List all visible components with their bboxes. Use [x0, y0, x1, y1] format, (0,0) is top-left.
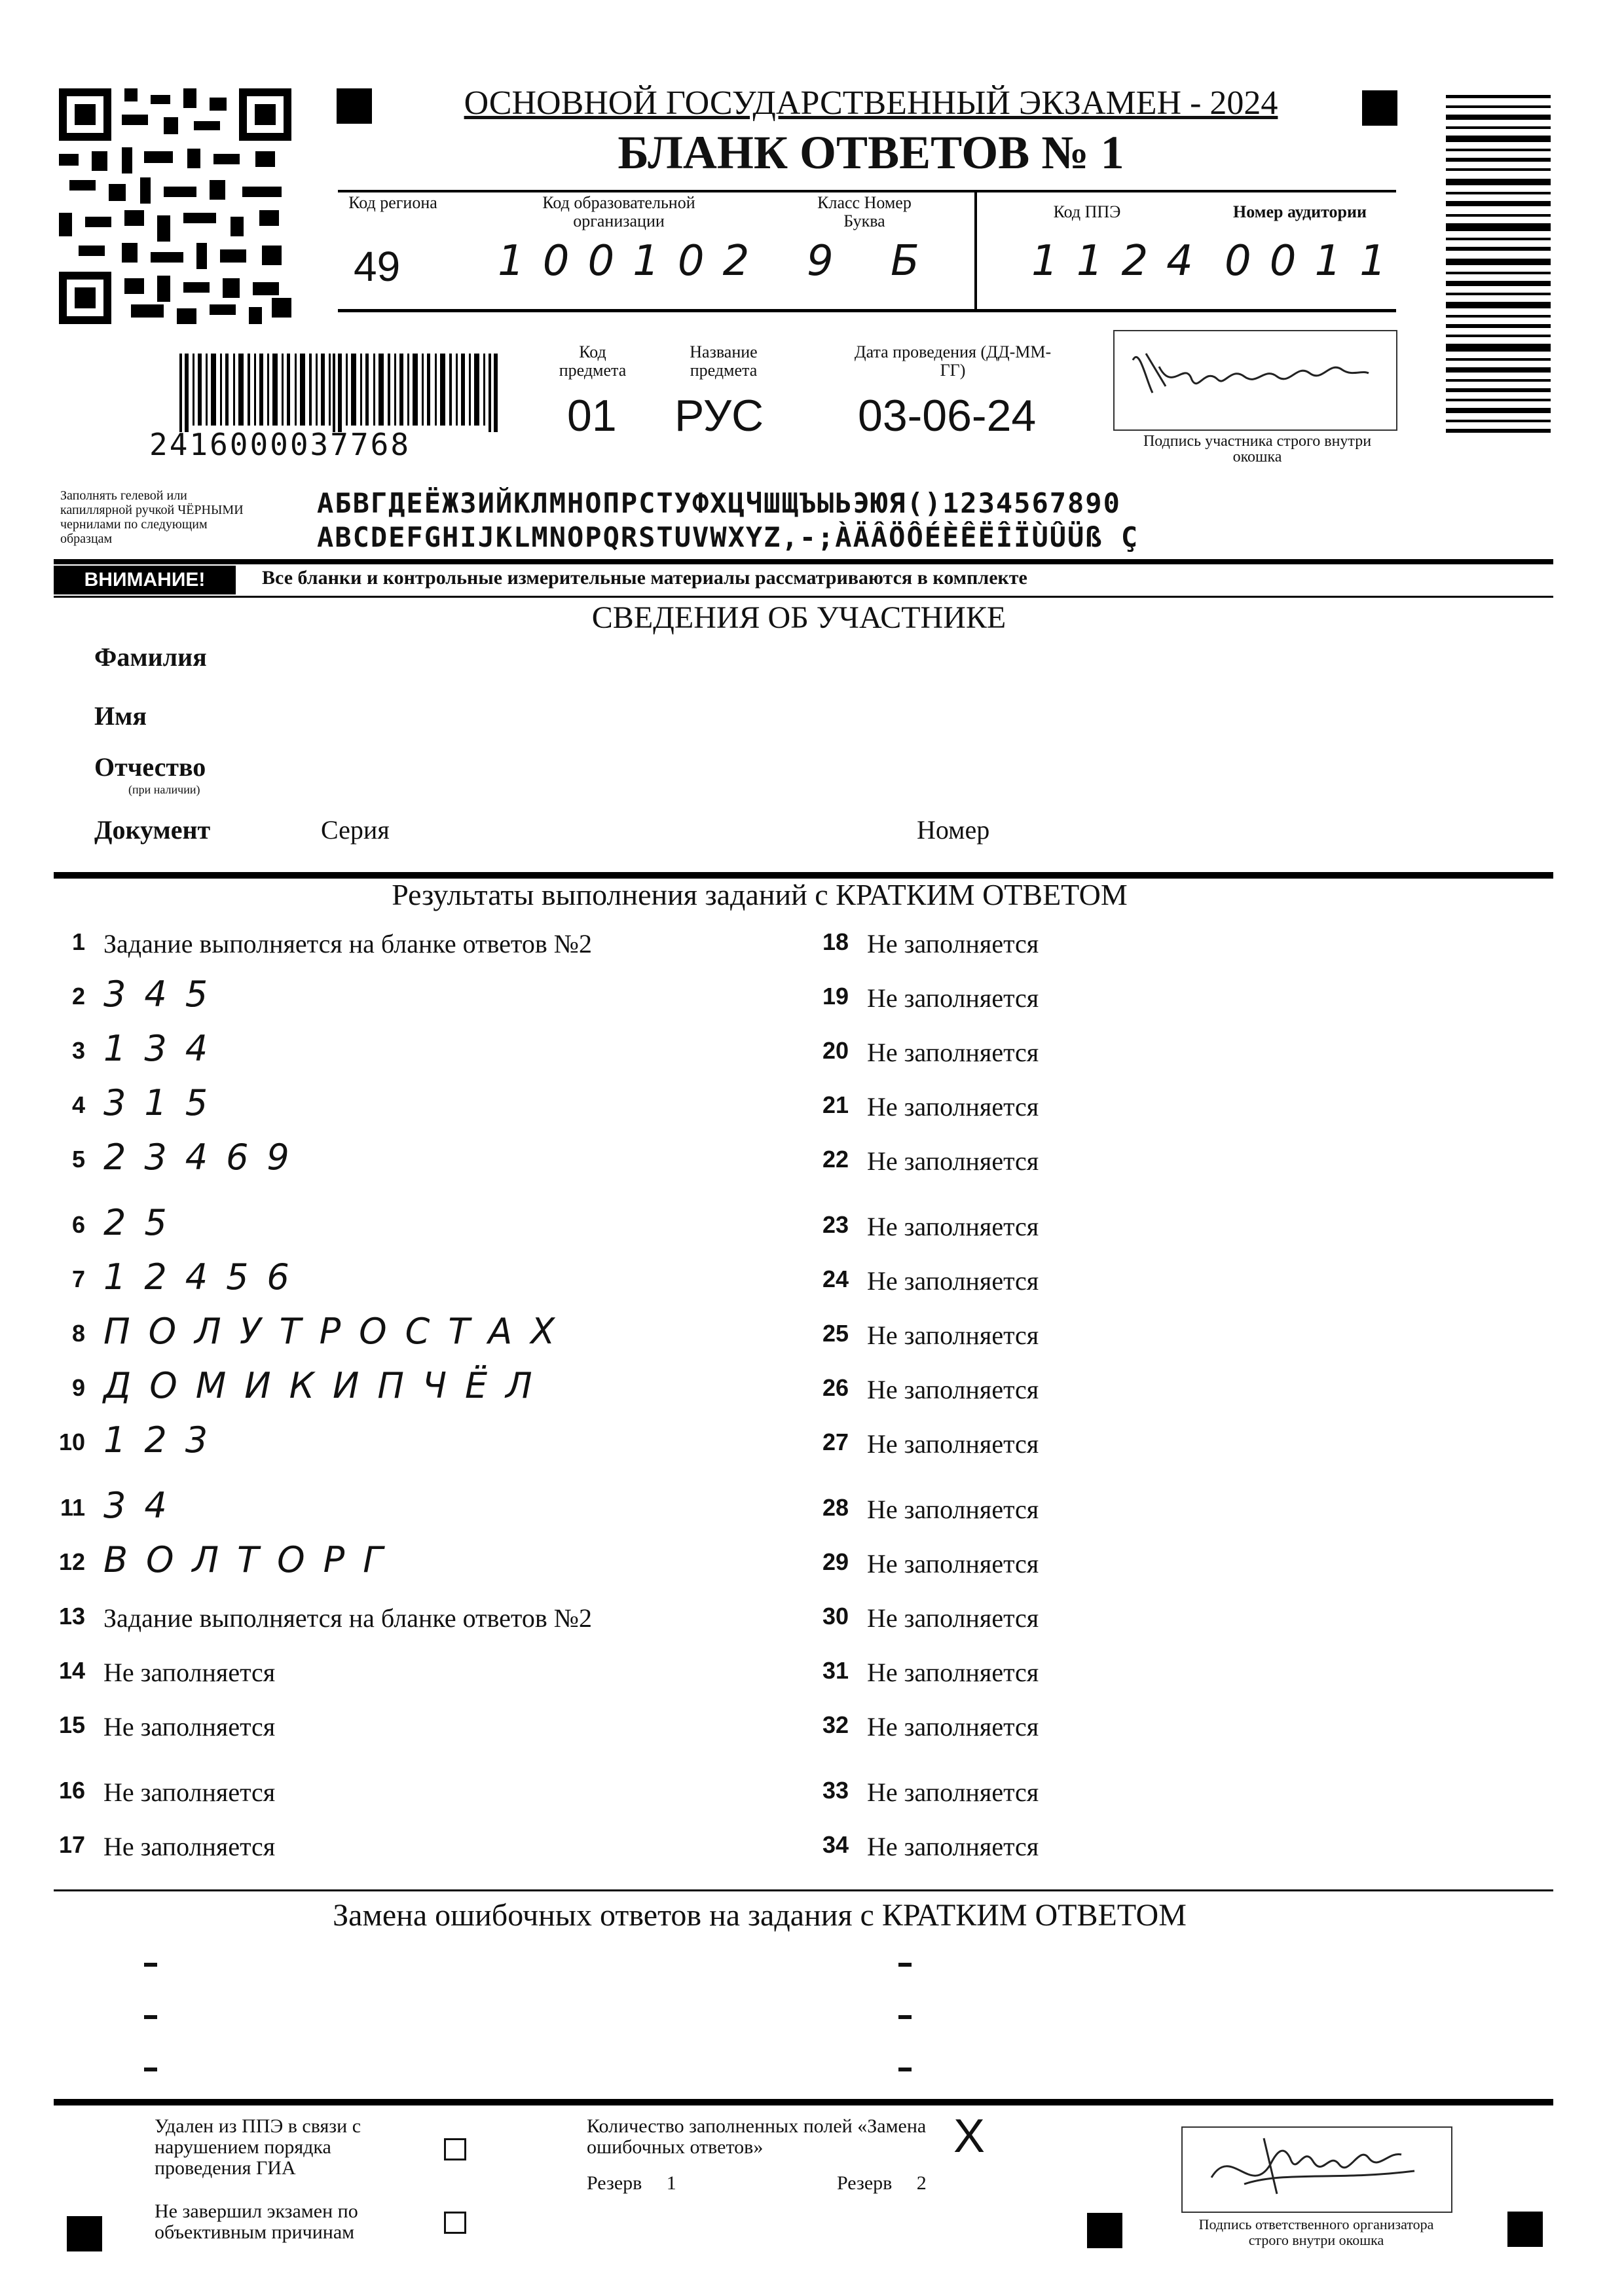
name-label: Имя: [94, 701, 147, 731]
organizer-signature-caption: Подпись ответственного организатора строго внутри окошка: [1198, 2216, 1434, 2248]
not-finished-label: Не завершил экзамен по объективным причинам: [155, 2200, 358, 2243]
document-label: Документ: [94, 815, 211, 845]
region-label: Код региона: [348, 193, 437, 212]
number-label: Номер: [917, 815, 990, 845]
ppe-label: Код ППЭ: [1053, 202, 1121, 221]
task-number: 20: [822, 1037, 849, 1064]
task-number: 16: [58, 1777, 85, 1804]
task-answer: Не заполняется: [867, 1712, 1039, 1741]
task-number: 28: [822, 1494, 849, 1521]
task-answer: Не заполняется: [867, 1146, 1039, 1176]
task-number: 15: [58, 1711, 85, 1738]
footer-top-rule: [54, 2099, 1553, 2105]
task-answer: Не заполняется: [867, 1375, 1039, 1404]
side-barcode: [1446, 95, 1557, 448]
task-answer: 123: [103, 1419, 227, 1461]
exam-date: 03-06-24: [858, 391, 1037, 441]
task-number: 14: [58, 1657, 85, 1684]
qr-code: [59, 88, 291, 324]
not-finished-checkbox[interactable]: [444, 2212, 466, 2234]
form-title: БЛАНК ОТВЕТОВ № 1: [618, 126, 1124, 179]
task-number: 2: [71, 983, 85, 1010]
replacement-field-1[interactable]: [144, 1963, 157, 1967]
replacement-field-6[interactable]: [898, 2068, 912, 2071]
task-answer: Не заполняется: [867, 1092, 1039, 1121]
task-number: 3: [71, 1037, 85, 1064]
barcode-number: 2416000037768: [149, 427, 411, 462]
task-answer: Не заполняется: [867, 1321, 1039, 1350]
task-number: 13: [58, 1603, 85, 1630]
codes-top-rule: [338, 190, 1396, 192]
reserve-2: Резерв 2: [837, 2172, 927, 2194]
task-answer: Не заполняется: [867, 1549, 1039, 1578]
task-number: 8: [71, 1320, 85, 1347]
sample-characters-row-1: АБВГДЕЁЖЗИЙКЛМНОПРСТУФХЦЧШЩЪЫЬЭЮЯ()1234567890: [317, 487, 1121, 519]
attention-text: Все бланки и контрольные измерительные материалы рассматриваются в комплекте: [262, 567, 1027, 589]
removed-checkbox[interactable]: [444, 2138, 466, 2160]
task-answer: 315: [103, 1082, 227, 1123]
task-answer: Задание выполняется на бланке ответов №2: [103, 929, 592, 958]
task-number: 11: [60, 1494, 85, 1521]
task-answer: 134: [103, 1028, 227, 1069]
task-number: 18: [822, 928, 849, 955]
task-answer: ВОЛТОРГ: [103, 1539, 401, 1580]
task-number: 6: [71, 1211, 85, 1238]
sample-characters-row-2: ABCDEFGHIJKLMNOPQRSTUVWXYZ,-;ÀÄÂÖÔÉÈÊËÎÏÙÛÜß Ç: [317, 521, 1139, 553]
results-heading: Результаты выполнения заданий с КРАТКИМ ОТВЕТОМ: [392, 878, 1128, 911]
task-answer: 12456: [103, 1256, 308, 1298]
task-number: 25: [822, 1320, 849, 1347]
task-answer: Не заполняется: [867, 1658, 1039, 1687]
task-number: 12: [58, 1548, 85, 1575]
room-label: Номер аудитории: [1233, 202, 1367, 221]
series-label: Серия: [321, 815, 390, 845]
task-answer: 25: [103, 1202, 185, 1243]
removed-label: Удален из ППЭ в связи с нарушением порядка проведения ГИА: [155, 2115, 361, 2179]
task-answer: Не заполняется: [867, 1266, 1039, 1296]
task-number: 24: [822, 1266, 849, 1292]
replacement-field-4[interactable]: [898, 1963, 912, 1967]
participant-signature: [1126, 340, 1375, 412]
task-number: 33: [822, 1777, 849, 1804]
task-number: 30: [822, 1603, 849, 1630]
task-number: 22: [822, 1146, 849, 1173]
task-answer: Задание выполняется на бланке ответов №2: [103, 1603, 592, 1633]
room-code: 0011: [1225, 237, 1405, 285]
task-answer: Не заполняется: [867, 1777, 1039, 1807]
task-answer: Не заполняется: [867, 983, 1039, 1013]
subject-name: РУС: [674, 391, 764, 441]
replacement-heading: Замена ошибочных ответов на задания с КРАТКИМ ОТВЕТОМ: [333, 1898, 1187, 1933]
task-answer: Не заполняется: [867, 1038, 1039, 1067]
attention-bottom-rule: [54, 596, 1553, 598]
replacement-field-2[interactable]: [144, 2015, 157, 2019]
task-number: 9: [71, 1374, 85, 1401]
participant-signature-caption: Подпись участника строго внутри окошка: [1143, 433, 1372, 465]
region-code: 49: [354, 243, 401, 290]
task-number: 4: [71, 1091, 85, 1118]
task-number: 34: [822, 1831, 849, 1858]
results-bottom-rule: [54, 1889, 1553, 1891]
task-answer: Не заполняется: [867, 1603, 1039, 1633]
task-number: 27: [822, 1429, 849, 1455]
subject-code: 01: [567, 391, 617, 441]
replacement-field-3[interactable]: [144, 2068, 157, 2071]
task-answer: 34: [103, 1485, 185, 1526]
task-answer: Не заполняется: [103, 1777, 276, 1807]
org-code: 100102: [498, 237, 768, 285]
task-answer: 23469: [103, 1137, 308, 1178]
task-number: 21: [822, 1091, 849, 1118]
task-number: 1: [71, 928, 85, 955]
task-number: 17: [58, 1831, 85, 1858]
task-answer: Не заполняется: [867, 929, 1039, 958]
task-answer: Не заполняется: [867, 1212, 1039, 1241]
attention-badge: ВНИМАНИЕ!: [54, 566, 236, 594]
surname-label: Фамилия: [94, 642, 207, 672]
task-number: 7: [71, 1266, 85, 1292]
task-number: 23: [822, 1211, 849, 1238]
task-answer: ДОМИКИПЧЁЛ: [103, 1365, 551, 1406]
task-answer: Не заполняется: [103, 1712, 276, 1741]
codes-divider: [974, 190, 977, 312]
task-number: 31: [822, 1657, 849, 1684]
registration-mark-top-left: [337, 88, 372, 124]
registration-mark-bottom-right: [1507, 2212, 1543, 2247]
task-number: 19: [822, 983, 849, 1010]
fill-instructions: Заполнять гелевой или капиллярной ручкой ЧЁРНЫМИ чернилами по следующим образцам: [60, 488, 244, 546]
task-answer: Не заполняется: [867, 1832, 1039, 1861]
task-answer: Не заполняется: [103, 1658, 276, 1687]
replacement-count-mark: X: [953, 2110, 986, 2162]
org-label: Код образовательной организации: [542, 193, 695, 230]
patronymic-note: (при наличии): [128, 783, 200, 796]
registration-mark-top-right: [1362, 90, 1397, 126]
ppe-code: 1124: [1031, 237, 1211, 285]
replacement-field-5[interactable]: [898, 2015, 912, 2019]
codes-bottom-rule: [338, 309, 1396, 312]
attention-top-rule: [54, 559, 1553, 564]
participant-heading: СВЕДЕНИЯ ОБ УЧАСТНИКЕ: [591, 600, 1006, 635]
exam-date-label: Дата проведения (ДД-ММ-ГГ): [854, 342, 1052, 380]
task-answer: 345: [103, 974, 227, 1015]
exam-title: ОСНОВНОЙ ГОСУДАРСТВЕННЫЙ ЭКЗАМЕН - 2024: [464, 84, 1278, 122]
registration-mark-bottom-mid: [1087, 2213, 1122, 2248]
class-label: Класс Номер Буква: [817, 193, 912, 230]
task-answer: Не заполняется: [867, 1495, 1039, 1524]
class-letter: Б: [891, 237, 938, 285]
task-answer: ПОЛУТРОСТАХ: [103, 1311, 574, 1352]
task-answer: Не заполняется: [867, 1429, 1039, 1459]
reserve-1: Резерв 1: [587, 2172, 676, 2194]
subject-code-label: Код предмета: [559, 342, 627, 380]
task-number: 10: [58, 1429, 85, 1455]
subject-name-label: Название предмета: [690, 342, 758, 380]
task-number: 26: [822, 1374, 849, 1401]
registration-mark-bottom-left: [67, 2216, 102, 2251]
replacement-count-label: Количество заполненных полей «Замена ошибочных ответов»: [587, 2115, 927, 2158]
task-number: 5: [71, 1146, 85, 1173]
patronymic-label: Отчество: [94, 752, 206, 782]
class-number: 9: [807, 237, 852, 285]
organizer-signature: [1205, 2132, 1428, 2204]
task-number: 29: [822, 1548, 849, 1575]
task-number: 32: [822, 1711, 849, 1738]
task-answer: Не заполняется: [103, 1832, 276, 1861]
